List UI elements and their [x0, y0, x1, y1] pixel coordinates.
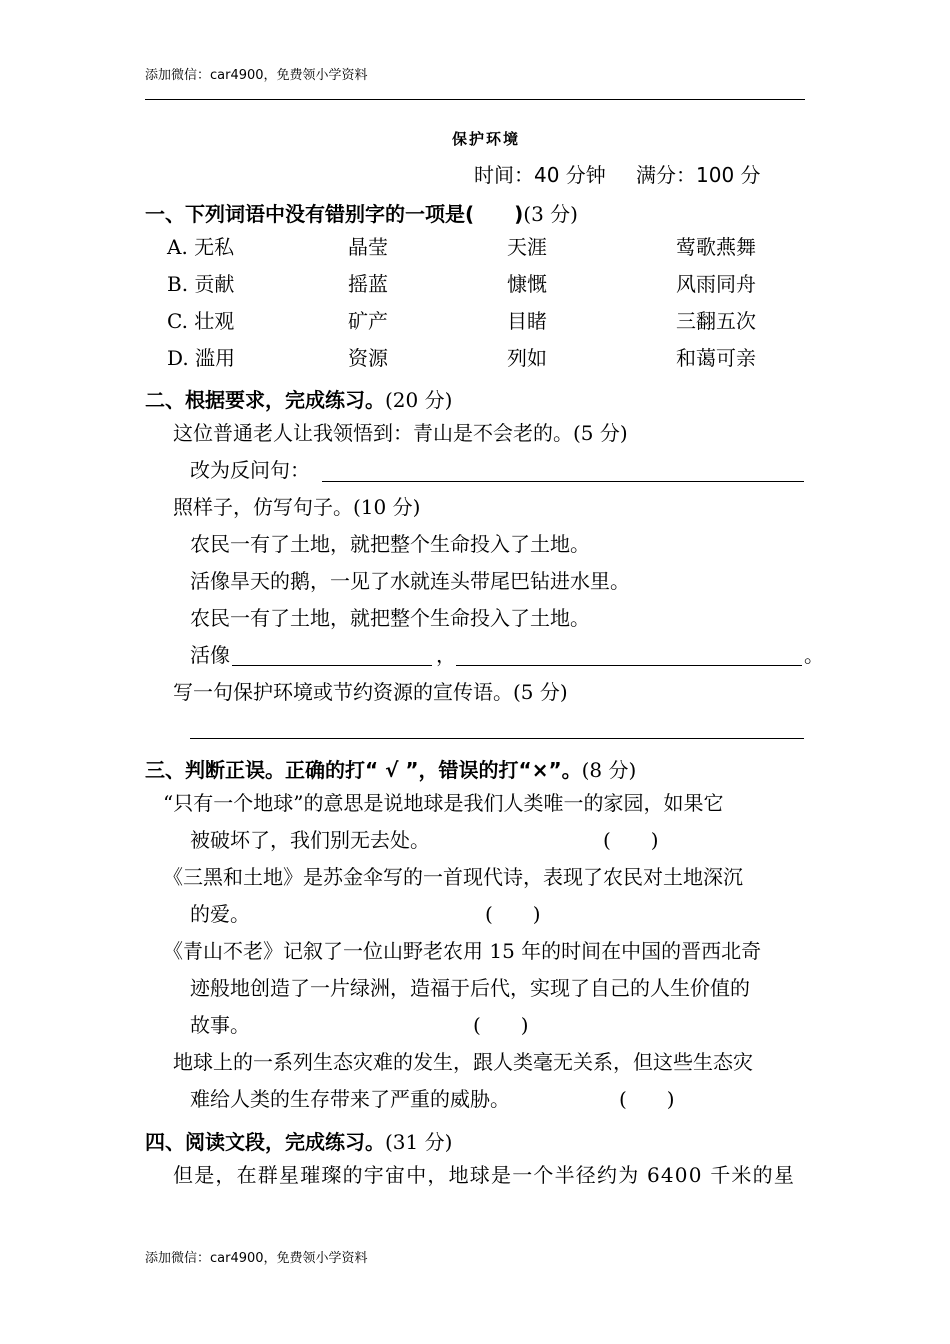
- judge-item-1-answer[interactable]: ( ): [603, 828, 659, 852]
- judge-item-2-line-1: 《三黑和土地》是苏金伞写的一首现代诗，表现了农民对土地深沉: [163, 865, 743, 889]
- s2-question-1: 这位普通老人让我领悟到：青山是不会老的。(5 分): [173, 421, 628, 445]
- s2-fill-comma: ，: [436, 643, 456, 667]
- judge-item-4-line-1: 地球上的一系列生态灾难的发生，跟人类毫无关系，但这些生态灾: [173, 1050, 753, 1074]
- answer-line-imitate-1[interactable]: [232, 665, 432, 666]
- option-a-word-3: 天涯: [507, 235, 547, 259]
- time-limit: 时间：40 分钟: [474, 163, 606, 187]
- section-2-title: 二、根据要求，完成练习。: [145, 388, 385, 412]
- option-c-word-3: 目睹: [507, 309, 547, 333]
- option-b-label: B. 贡献: [167, 272, 235, 296]
- section-1-title: 一、下列词语中没有错别字的一项是( ): [145, 202, 524, 226]
- option-d-word-3: 列如: [507, 346, 547, 370]
- section-4-points: (31 分): [385, 1130, 453, 1154]
- judge-item-3-line-1: 《青山不老》记叙了一位山野老农用 15 年的时间在中国的晋西北奇: [163, 939, 762, 963]
- judge-item-3-answer[interactable]: ( ): [473, 1013, 529, 1037]
- option-b-word-3: 慷慨: [507, 272, 547, 296]
- s2-example-line-1: 农民一有了土地，就把整个生命投入了土地。: [190, 532, 590, 556]
- option-a-word-2: 晶莹: [348, 235, 388, 259]
- answer-line-slogan[interactable]: [190, 738, 804, 739]
- s2-fill-start: 活像: [190, 643, 230, 667]
- answer-line-rhetorical[interactable]: [322, 481, 804, 482]
- option-b-word-2: 摇蓝: [348, 272, 388, 296]
- option-d-label: D. 滥用: [167, 346, 236, 370]
- section-4-heading: [145, 1126, 452, 1155]
- judge-item-3-line-2: 迹般地创造了一片绿洲，造福于后代，实现了自己的人生价值的: [190, 976, 750, 1000]
- option-b-word-4: 风雨同舟: [676, 272, 756, 296]
- option-d-word-2: 资源: [348, 346, 388, 370]
- page-header: 添加微信：car4900，免费领小学资料: [145, 68, 368, 83]
- section-1-points: (3 分): [523, 202, 578, 226]
- section-3-points: (8 分): [581, 758, 637, 782]
- section-2-points: (20 分): [385, 388, 453, 412]
- s2-question-2: 照样子，仿写句子。(10 分): [173, 495, 421, 519]
- answer-line-imitate-2[interactable]: [456, 665, 802, 666]
- s2-fill-end: 。: [804, 643, 824, 667]
- header-rule: [145, 99, 805, 100]
- judge-item-1-line-1: “只有一个地球”的意思是说地球是我们人类唯一的家园，如果它: [163, 791, 724, 815]
- judge-item-2-answer[interactable]: ( ): [485, 902, 541, 926]
- section-1-heading: [145, 198, 578, 227]
- page-title: 保护环境: [452, 130, 521, 148]
- judge-item-3-line-3: 故事。: [190, 1013, 250, 1037]
- option-c-word-2: 矿产: [348, 309, 388, 333]
- s2-q1-prompt: 改为反问句：: [190, 458, 310, 482]
- option-a-label: A. 无私: [167, 235, 235, 259]
- option-c-word-4: 三翻五次: [676, 309, 756, 333]
- full-score: 满分：100 分: [636, 163, 761, 187]
- section-3-heading: [145, 754, 636, 783]
- s2-question-3: 写一句保护环境或节约资源的宣传语。(5 分): [173, 680, 568, 704]
- judge-item-4-line-2: 难给人类的生存带来了严重的威胁。: [190, 1087, 510, 1111]
- option-d-word-4: 和蔼可亲: [676, 346, 756, 370]
- judge-item-2-line-2: 的爱。: [190, 902, 250, 926]
- reading-paragraph-1: 但是，在群星璀璨的宇宙中，地球是一个半径约为 6400 千米的星: [173, 1163, 796, 1187]
- section-2-heading: [145, 384, 452, 413]
- judge-item-4-answer[interactable]: ( ): [619, 1087, 675, 1111]
- s2-example-line-2: 活像旱天的鹅，一见了水就连头带尾巴钻进水里。: [190, 569, 630, 593]
- section-4-title: 四、阅读文段，完成练习。: [145, 1130, 385, 1154]
- option-a-word-4: 莺歌燕舞: [676, 235, 756, 259]
- section-3-title: 三、判断正误。正确的打“ √ ”，错误的打“×”。: [145, 758, 582, 782]
- judge-item-1-line-2: 被破坏了，我们别无去处。: [190, 828, 430, 852]
- option-c-label: C. 壮观: [167, 309, 235, 333]
- page-footer: 添加微信：car4900，免费领小学资料: [145, 1251, 368, 1266]
- s2-example-line-3: 农民一有了土地，就把整个生命投入了土地。: [190, 606, 590, 630]
